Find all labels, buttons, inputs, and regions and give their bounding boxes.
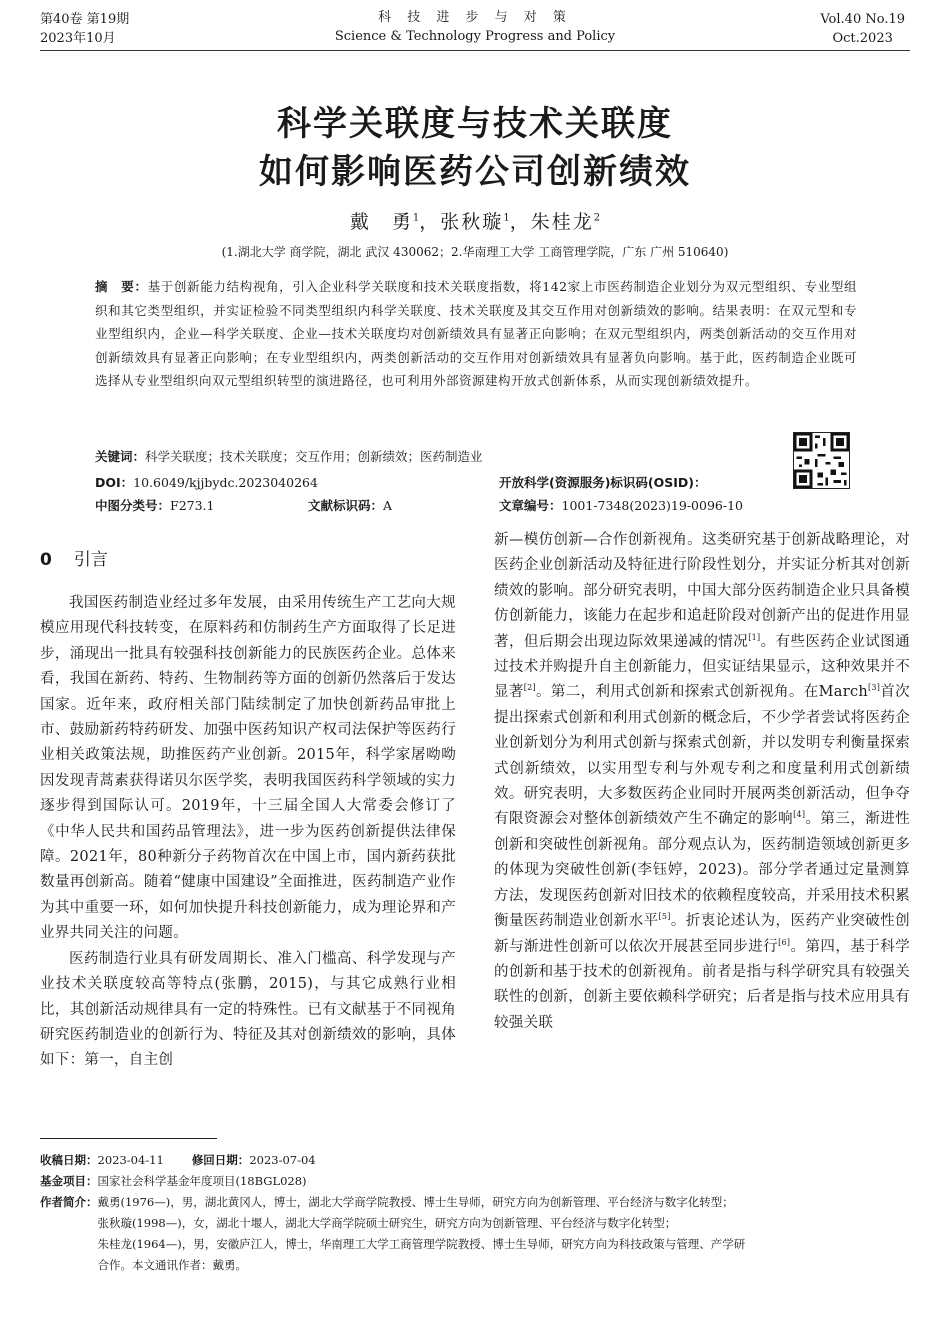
author-3: 朱桂龙 (530, 211, 594, 233)
title-line-1: 科学关联度与技术关联度 (277, 104, 673, 144)
qr-code-icon[interactable] (793, 432, 850, 489)
paragraph: 医药制造行业具有研发周期长、准入门槛高、科学发现与产业技术关联度较高等特点(张鹏，2015)，与其它成熟行业相比，其创新活动规律具有一定的特殊性。已有文献基于不同视角研究医药制造业的创新行为、特征及其对创新绩效的影响，具体如下：第一，自主创 (40, 950, 456, 1069)
journal-name-cn: 科 技 进 步 与 对 策 (378, 10, 572, 25)
citation-link[interactable]: [6] (778, 937, 791, 947)
paragraph: 我国医药制造业经过多年发展，由采用传统生产工艺向大规模应用现代科技转变，在原料药和仿制药生产方面取得了长足进步，涌现出一批具有较强科技创新能力的民族医药企业。总体来看，我国在新药、特药、生物制药等方面的创新仍然落后于发达国家。近年来，政府相关部门陆续制定了加快创新药品审批上市、鼓励新药特药研发、加强中医药知识产权司法保护等医药行业相关政策法规，助推医药产业创新。2015年，科学家屠呦呦因发现青蒿素获得诺贝尔医学奖，表明我国医药科学领域的实力逐步得到国际认可。2019年，十三届全国人大常委会修订了《中华人民共和国药品管理法》，进一步为医药创新提供法律保障。2021年，80种新分子药物首次在中国上市，国内新药获批数量再创新高。随着“健康中国建设”全面推进，医药制造产业作为其中重要一环，如何加快提升科技创新能力，成为理论界和产业界共同关注的问题。 (40, 595, 456, 942)
received-label: 收稿日期： (40, 1153, 98, 1167)
text-run: 。折衷论述认为，医药产业突破性创新与渐进性创新可以依次开展甚至同步进行 (494, 913, 910, 955)
bio-label: 作者简介： (40, 1195, 98, 1209)
received-date: 2023-04-11 (97, 1153, 164, 1167)
citation-link[interactable]: [4] (793, 810, 806, 820)
osid (499, 472, 707, 494)
author-2-affil: 1 (503, 212, 510, 224)
keywords (95, 446, 483, 468)
issue-date-en: Oct.2023 (832, 31, 893, 46)
article-no-label: 文章编号： (499, 498, 562, 513)
revised-date: 2023-07-04 (249, 1153, 316, 1167)
citation-link[interactable]: [1] (748, 632, 761, 642)
article-title (0, 100, 950, 196)
doi-link[interactable]: 10.6049/kjjbydc.2023040264 (133, 475, 318, 490)
volume-issue: 第40卷 第19期 (40, 12, 130, 27)
abstract-label: 摘 要： (95, 279, 148, 294)
document-code (308, 495, 392, 517)
keywords-text: 科学关联度；技术关联度；交互作用；创新绩效；医药制造业 (145, 449, 483, 464)
revised-label: 修回日期： (191, 1153, 250, 1167)
doc-code-label: 文献标识码： (308, 498, 384, 513)
clc-number (95, 495, 214, 517)
paragraph (494, 528, 910, 1036)
section-heading (40, 545, 108, 570)
bio-text (98, 1192, 746, 1276)
bio-line: 朱桂龙(1964—)，男，安徽庐江人，博士，华南理工大学工商管理学院教授、博士生导师，研究方向为科技政策与管理、产学研 (97, 1237, 746, 1251)
clc-label: 中图分类号： (95, 498, 171, 513)
abstract-text: 基于创新能力结构视角，引入企业科学关联度和技术关联度指数，将142家上市医药制造企业划分为双元型组织、专业型组织和其它类型组织，并实证检验不同类型组织内科学关联度、技术关联度及其交互作用对创新绩效的影响。结果表明：在双元型和专业型组织内，企业—科学关联度、企业—技术关联度均对创新绩效具有显著正向影响；在双元型组织内，两类创新活动的交互作用对创新绩效具有显著正向影响；在专业型组织内，两类创新活动的交互作用对创新绩效具有显著负向影响。基于此，医药制造企业既可选择从专业型组织向双元型组织转型的演进路径，也可利用外部资源建构开放式创新体系，从而实现创新绩效提升。 (95, 279, 857, 388)
header-right (820, 10, 905, 48)
doc-code-value: A (383, 498, 393, 513)
footnotes (40, 1150, 910, 1276)
bio-line: 戴勇(1976—)，男，湖北黄冈人，博士，湖北大学商学院教授、博士生导师，研究方向为创新管理、平台经济与数字化转型； (97, 1195, 734, 1209)
author-2: 张秋璇 (440, 211, 504, 233)
author-list (0, 207, 950, 234)
section-number: 0 (40, 550, 52, 570)
journal-name-en: Science & Technology Progress and Policy (334, 29, 616, 44)
fund-text: 国家社会科学基金年度项目(18BGL028) (97, 1174, 307, 1188)
text-run: 。有些医药企业试图通过技术并购提升自主创新能力，但实证结果显示，这种效果并不显著 (494, 633, 910, 701)
text-run: 。第二，利用式创新和探索式创新视角。在March (535, 684, 868, 701)
author-1: 戴 勇 (349, 211, 413, 233)
citation-link[interactable]: [5] (658, 912, 671, 922)
article-no-value: 1001-7348(2023)19-0096-10 (561, 498, 743, 513)
citation-link[interactable]: [2] (523, 683, 536, 693)
keywords-label: 关键词： (95, 449, 146, 464)
author-separator: ， (419, 211, 441, 233)
clc-value: F273.1 (170, 498, 215, 513)
bio-line: 合作。本文通讯作者：戴勇。 (97, 1258, 247, 1272)
abstract (95, 275, 857, 393)
section-title: 引言 (73, 550, 108, 570)
author-separator: ， (509, 211, 531, 233)
article-number (499, 495, 743, 517)
text-run: 首次提出探索式创新和利用式创新的概念后，不少学者尝试将医药企业创新划分为利用式创新与探索式创新，并以发明专利衡量探索式创新绩效，以实用型专利与外观专利之和度量利用式创新绩效。研究表明，大多数医药企业同时开展两类创新活动，但争夺有限资源会对整体创新绩效产生不确定的影响 (494, 684, 910, 828)
author-1-affil: 1 (412, 212, 420, 224)
citation-link[interactable]: [3] (868, 683, 881, 693)
fund-row (40, 1171, 910, 1192)
left-column (40, 591, 456, 1074)
doi-label: DOI： (95, 475, 134, 490)
text-run: 。第三，渐进性创新和突破性创新视角。部分观点认为，医药制造领域创新更多的体现为突破性创新(李钰婷，2023)。部分学者通过定量测算方法，发现医药创新对旧技术的依赖程度较高，并采用技术积累衡量医药制造业创新水平 (494, 811, 910, 930)
footnote-divider (40, 1138, 217, 1139)
doi (95, 472, 318, 494)
title-line-2: 如何影响医药公司创新绩效 (259, 152, 691, 192)
bio-row (40, 1192, 910, 1276)
fund-label: 基金项目： (40, 1174, 98, 1188)
issue-date: 2023年10月 (40, 31, 116, 46)
osid-label: 开放科学(资源服务)标识码(OSID)： (499, 475, 707, 490)
header-center (0, 8, 950, 46)
header-divider (40, 50, 910, 51)
bio-line: 张秋璇(1998—)，女，湖北十堰人，湖北大学商学院硕士研究生，研究方向为创新管理、平台经济与数字化转型； (97, 1216, 677, 1230)
dates-row (40, 1150, 910, 1171)
affiliations: (1.湖北大学 商学院，湖北 武汉 430062；2.华南理工大学 工商管理学院，广东 广州 510640) (221, 245, 729, 259)
text-run: 新—模仿创新—合作创新视角。这类研究基于创新战略理论，对医药企业创新活动及特征进行阶段性划分，并实证分析其对创新绩效的影响。部分研究表明，中国大部分医药制造企业只具备模仿创新能力，该能力在起步和追赶阶段对创新产出的促进作用显著，但后期会出现边际效果递减的情况 (494, 532, 910, 650)
volume-issue-en: Vol.40 No.19 (820, 12, 905, 27)
text-run: 。第四，基于科学的创新和基于技术的创新视角。前者是指与科学研究具有较强关联性的创新，创新主要依赖科学研究；后者是指与技术应用具有较强关联 (494, 938, 910, 1031)
right-column (494, 528, 910, 1036)
author-3-affil: 2 (593, 212, 601, 224)
